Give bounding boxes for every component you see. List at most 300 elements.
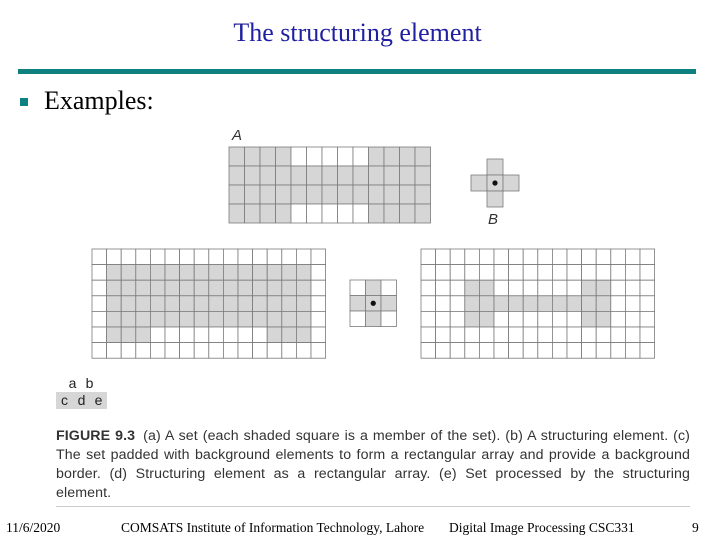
shaded-cell bbox=[194, 311, 209, 327]
background-cell bbox=[552, 327, 567, 343]
shaded-cell bbox=[229, 147, 245, 166]
shaded-cell bbox=[596, 280, 611, 296]
shaded-cell bbox=[307, 185, 323, 204]
background-cell bbox=[282, 343, 297, 359]
shaded-cell bbox=[180, 296, 195, 312]
background-cell bbox=[640, 280, 655, 296]
background-cell bbox=[611, 327, 626, 343]
footer-course: Digital Image Processing CSC331 bbox=[449, 520, 635, 535]
figure-caption bbox=[56, 427, 690, 503]
shaded-cell bbox=[238, 280, 253, 296]
background-cell bbox=[611, 296, 626, 312]
shaded-cell bbox=[582, 280, 597, 296]
background-cell bbox=[353, 147, 369, 166]
shaded-cell bbox=[282, 296, 297, 312]
background-cell bbox=[311, 343, 326, 359]
background-cell bbox=[311, 327, 326, 343]
background-cell bbox=[307, 204, 323, 223]
background-cell bbox=[165, 343, 180, 359]
shaded-cell bbox=[384, 166, 400, 185]
shaded-cell bbox=[107, 280, 122, 296]
shaded-cell bbox=[582, 311, 597, 327]
shaded-cell bbox=[150, 265, 165, 281]
background-cell bbox=[509, 249, 524, 265]
background-cell bbox=[596, 265, 611, 281]
background-cell bbox=[180, 249, 195, 265]
background-cell bbox=[465, 327, 480, 343]
background-cell bbox=[640, 327, 655, 343]
shaded-cell bbox=[121, 296, 136, 312]
background-cell bbox=[223, 327, 238, 343]
shaded-cell bbox=[487, 159, 503, 175]
background-cell bbox=[322, 204, 338, 223]
background-cell bbox=[494, 249, 509, 265]
background-cell bbox=[107, 249, 122, 265]
shaded-cell bbox=[465, 280, 480, 296]
shaded-cell bbox=[238, 311, 253, 327]
shaded-cell bbox=[276, 204, 292, 223]
background-cell bbox=[450, 280, 465, 296]
background-cell bbox=[180, 343, 195, 359]
background-cell bbox=[640, 311, 655, 327]
background-cell bbox=[479, 343, 494, 359]
shaded-cell bbox=[487, 191, 503, 207]
shaded-cell bbox=[180, 311, 195, 327]
shaded-cell bbox=[121, 327, 136, 343]
background-cell bbox=[450, 343, 465, 359]
shaded-cell bbox=[260, 185, 276, 204]
background-cell bbox=[625, 249, 640, 265]
shaded-cell bbox=[276, 166, 292, 185]
background-cell bbox=[421, 296, 436, 312]
background-cell bbox=[567, 311, 582, 327]
bullet-text: Examples: bbox=[44, 86, 154, 115]
background-cell bbox=[92, 311, 107, 327]
background-cell bbox=[479, 265, 494, 281]
shaded-cell bbox=[296, 265, 311, 281]
background-cell bbox=[92, 280, 107, 296]
subfigure-labels bbox=[56, 375, 107, 409]
background-cell bbox=[92, 343, 107, 359]
shaded-cell bbox=[136, 296, 151, 312]
shaded-cell bbox=[322, 166, 338, 185]
shaded-cell bbox=[180, 280, 195, 296]
shaded-cell bbox=[229, 166, 245, 185]
background-cell bbox=[150, 343, 165, 359]
background-cell bbox=[523, 249, 538, 265]
background-cell bbox=[494, 311, 509, 327]
structuring-element-b bbox=[471, 159, 519, 207]
background-cell bbox=[479, 327, 494, 343]
background-cell bbox=[509, 343, 524, 359]
background-cell bbox=[136, 343, 151, 359]
background-cell bbox=[494, 343, 509, 359]
background-cell bbox=[625, 311, 640, 327]
shaded-cell bbox=[415, 185, 431, 204]
shaded-cell bbox=[296, 280, 311, 296]
shaded-cell bbox=[276, 185, 292, 204]
shaded-cell bbox=[245, 185, 261, 204]
shaded-cell bbox=[369, 204, 385, 223]
background-cell bbox=[381, 311, 397, 327]
shaded-cell bbox=[369, 166, 385, 185]
background-cell bbox=[625, 343, 640, 359]
shaded-cell bbox=[107, 311, 122, 327]
background-cell bbox=[596, 249, 611, 265]
background-cell bbox=[611, 343, 626, 359]
background-cell bbox=[92, 249, 107, 265]
background-cell bbox=[311, 249, 326, 265]
background-cell bbox=[180, 327, 195, 343]
shaded-cell bbox=[253, 296, 268, 312]
background-cell bbox=[538, 327, 553, 343]
background-cell bbox=[523, 265, 538, 281]
shaded-cell bbox=[296, 311, 311, 327]
shaded-cell bbox=[121, 280, 136, 296]
shaded-cell bbox=[223, 296, 238, 312]
background-cell bbox=[253, 327, 268, 343]
shaded-cell bbox=[267, 280, 282, 296]
shaded-cell bbox=[267, 327, 282, 343]
background-cell bbox=[150, 249, 165, 265]
background-cell bbox=[194, 327, 209, 343]
background-cell bbox=[165, 249, 180, 265]
shaded-cell bbox=[267, 311, 282, 327]
background-cell bbox=[436, 327, 451, 343]
background-cell bbox=[640, 296, 655, 312]
background-cell bbox=[625, 327, 640, 343]
background-cell bbox=[640, 265, 655, 281]
background-cell bbox=[311, 311, 326, 327]
background-cell bbox=[450, 265, 465, 281]
shaded-cell bbox=[291, 166, 307, 185]
shaded-cell bbox=[400, 185, 416, 204]
background-cell bbox=[567, 280, 582, 296]
background-cell bbox=[121, 343, 136, 359]
structuring-element-array bbox=[350, 280, 397, 327]
background-cell bbox=[538, 343, 553, 359]
processed-set-grid bbox=[421, 249, 655, 358]
shaded-cell bbox=[107, 327, 122, 343]
background-cell bbox=[552, 343, 567, 359]
shaded-cell bbox=[400, 147, 416, 166]
shaded-cell bbox=[229, 185, 245, 204]
background-cell bbox=[523, 327, 538, 343]
background-cell bbox=[523, 311, 538, 327]
background-cell bbox=[509, 265, 524, 281]
background-cell bbox=[311, 280, 326, 296]
shaded-cell bbox=[260, 204, 276, 223]
shaded-cell bbox=[282, 311, 297, 327]
shaded-cell bbox=[538, 296, 553, 312]
shaded-cell bbox=[366, 311, 382, 327]
background-cell bbox=[311, 296, 326, 312]
shaded-cell bbox=[366, 280, 382, 296]
background-cell bbox=[421, 343, 436, 359]
shaded-cell bbox=[282, 280, 297, 296]
shaded-cell bbox=[479, 296, 494, 312]
background-cell bbox=[640, 343, 655, 359]
shaded-cell bbox=[245, 166, 261, 185]
background-cell bbox=[552, 311, 567, 327]
background-cell bbox=[350, 280, 366, 296]
background-cell bbox=[322, 147, 338, 166]
shaded-cell bbox=[223, 265, 238, 281]
background-cell bbox=[194, 343, 209, 359]
background-cell bbox=[338, 147, 354, 166]
shaded-cell bbox=[350, 296, 366, 312]
shaded-cell bbox=[165, 280, 180, 296]
shaded-cell bbox=[223, 311, 238, 327]
background-cell bbox=[350, 311, 366, 327]
sub-label-e: e bbox=[90, 392, 107, 409]
shaded-cell bbox=[253, 311, 268, 327]
background-cell bbox=[450, 327, 465, 343]
origin-dot bbox=[492, 180, 497, 185]
background-cell bbox=[296, 249, 311, 265]
background-cell bbox=[267, 343, 282, 359]
shaded-cell bbox=[415, 147, 431, 166]
background-cell bbox=[552, 265, 567, 281]
shaded-cell bbox=[121, 311, 136, 327]
background-cell bbox=[436, 265, 451, 281]
background-cell bbox=[296, 343, 311, 359]
background-cell bbox=[238, 343, 253, 359]
shaded-cell bbox=[338, 185, 354, 204]
shaded-cell bbox=[465, 311, 480, 327]
shaded-cell bbox=[509, 296, 524, 312]
shaded-cell bbox=[150, 311, 165, 327]
shaded-cell bbox=[523, 296, 538, 312]
background-cell bbox=[552, 249, 567, 265]
background-cell bbox=[538, 249, 553, 265]
shaded-cell bbox=[384, 185, 400, 204]
background-cell bbox=[381, 280, 397, 296]
shaded-cell bbox=[267, 296, 282, 312]
shaded-cell bbox=[245, 147, 261, 166]
background-cell bbox=[92, 327, 107, 343]
background-cell bbox=[291, 204, 307, 223]
shaded-cell bbox=[238, 265, 253, 281]
background-cell bbox=[165, 327, 180, 343]
background-cell bbox=[436, 311, 451, 327]
shaded-cell bbox=[338, 166, 354, 185]
shaded-cell bbox=[381, 296, 397, 312]
padded-set-grid bbox=[92, 249, 326, 358]
background-cell bbox=[421, 280, 436, 296]
background-cell bbox=[494, 327, 509, 343]
shaded-cell bbox=[136, 280, 151, 296]
background-cell bbox=[567, 343, 582, 359]
background-cell bbox=[282, 249, 297, 265]
shaded-cell bbox=[267, 265, 282, 281]
background-cell bbox=[625, 296, 640, 312]
footer-page-number: 9 bbox=[692, 520, 699, 535]
footer-date: 11/6/2020 bbox=[6, 520, 61, 535]
shaded-cell bbox=[503, 175, 519, 191]
background-cell bbox=[436, 296, 451, 312]
shaded-cell bbox=[582, 296, 597, 312]
shaded-cell bbox=[596, 296, 611, 312]
background-cell bbox=[450, 311, 465, 327]
shaded-cell bbox=[209, 311, 224, 327]
shaded-cell bbox=[209, 265, 224, 281]
label-a: A bbox=[232, 127, 243, 144]
sub-label-b: b bbox=[85, 375, 94, 391]
shaded-cell bbox=[415, 204, 431, 223]
background-cell bbox=[267, 249, 282, 265]
background-cell bbox=[538, 311, 553, 327]
background-cell bbox=[291, 147, 307, 166]
shaded-cell bbox=[209, 280, 224, 296]
shaded-cell bbox=[229, 204, 245, 223]
background-cell bbox=[209, 343, 224, 359]
background-cell bbox=[150, 327, 165, 343]
sub-label-c: c bbox=[56, 392, 73, 409]
shaded-cell bbox=[296, 296, 311, 312]
background-cell bbox=[509, 311, 524, 327]
shaded-cell bbox=[282, 265, 297, 281]
shaded-cell bbox=[369, 185, 385, 204]
sub-label-a: a bbox=[68, 375, 77, 391]
shaded-cell bbox=[209, 296, 224, 312]
background-cell bbox=[209, 249, 224, 265]
shaded-cell bbox=[121, 265, 136, 281]
slide-title: The structuring element bbox=[233, 18, 482, 47]
background-cell bbox=[567, 327, 582, 343]
background-cell bbox=[421, 327, 436, 343]
shaded-cell bbox=[596, 311, 611, 327]
sub-label-d: d bbox=[73, 392, 90, 409]
shaded-cell bbox=[150, 280, 165, 296]
background-cell bbox=[567, 265, 582, 281]
shaded-cell bbox=[165, 265, 180, 281]
shaded-cell bbox=[552, 296, 567, 312]
shaded-cell bbox=[180, 265, 195, 281]
background-cell bbox=[611, 311, 626, 327]
background-cell bbox=[567, 249, 582, 265]
shaded-cell bbox=[384, 147, 400, 166]
background-cell bbox=[253, 343, 268, 359]
background-cell bbox=[92, 296, 107, 312]
shaded-cell bbox=[322, 185, 338, 204]
background-cell bbox=[611, 280, 626, 296]
footer-institute: COMSATS Institute of Information Technology, Lahore bbox=[121, 520, 425, 535]
shaded-cell bbox=[479, 311, 494, 327]
background-cell bbox=[465, 249, 480, 265]
shaded-cell bbox=[282, 327, 297, 343]
background-cell bbox=[421, 265, 436, 281]
background-cell bbox=[611, 249, 626, 265]
shaded-cell bbox=[307, 166, 323, 185]
shaded-cell bbox=[194, 280, 209, 296]
shaded-cell bbox=[238, 296, 253, 312]
caption-divider bbox=[56, 506, 690, 507]
background-cell bbox=[311, 265, 326, 281]
shaded-cell bbox=[194, 296, 209, 312]
background-cell bbox=[421, 249, 436, 265]
background-cell bbox=[494, 280, 509, 296]
background-cell bbox=[625, 280, 640, 296]
shaded-cell bbox=[471, 175, 487, 191]
background-cell bbox=[582, 265, 597, 281]
background-cell bbox=[596, 327, 611, 343]
shaded-cell bbox=[494, 296, 509, 312]
shaded-cell bbox=[107, 296, 122, 312]
shaded-cell bbox=[253, 265, 268, 281]
background-cell bbox=[353, 204, 369, 223]
label-b: B bbox=[488, 211, 499, 228]
shaded-cell bbox=[567, 296, 582, 312]
background-cell bbox=[538, 265, 553, 281]
background-cell bbox=[421, 311, 436, 327]
background-cell bbox=[479, 249, 494, 265]
shaded-cell bbox=[136, 327, 151, 343]
background-cell bbox=[223, 343, 238, 359]
background-cell bbox=[640, 249, 655, 265]
origin-dot bbox=[371, 301, 376, 306]
set-a-grid bbox=[229, 147, 431, 223]
background-cell bbox=[450, 296, 465, 312]
shaded-cell bbox=[400, 204, 416, 223]
background-cell bbox=[450, 249, 465, 265]
shaded-cell bbox=[415, 166, 431, 185]
background-cell bbox=[307, 147, 323, 166]
background-cell bbox=[509, 327, 524, 343]
background-cell bbox=[136, 249, 151, 265]
background-cell bbox=[582, 343, 597, 359]
background-cell bbox=[611, 265, 626, 281]
background-cell bbox=[596, 343, 611, 359]
background-cell bbox=[238, 249, 253, 265]
shaded-cell bbox=[260, 166, 276, 185]
shaded-cell bbox=[136, 311, 151, 327]
shaded-cell bbox=[165, 311, 180, 327]
shaded-cell bbox=[479, 280, 494, 296]
shaded-cell bbox=[253, 280, 268, 296]
shaded-cell bbox=[136, 265, 151, 281]
shaded-cell bbox=[260, 147, 276, 166]
shaded-cell bbox=[465, 296, 480, 312]
shaded-cell bbox=[245, 204, 261, 223]
shaded-cell bbox=[150, 296, 165, 312]
shaded-cell bbox=[107, 265, 122, 281]
background-cell bbox=[538, 280, 553, 296]
background-cell bbox=[582, 327, 597, 343]
shaded-cell bbox=[223, 280, 238, 296]
background-cell bbox=[121, 249, 136, 265]
background-cell bbox=[107, 343, 122, 359]
background-cell bbox=[552, 280, 567, 296]
background-cell bbox=[253, 249, 268, 265]
background-cell bbox=[238, 327, 253, 343]
shaded-cell bbox=[384, 204, 400, 223]
background-cell bbox=[523, 343, 538, 359]
background-cell bbox=[436, 280, 451, 296]
shaded-cell bbox=[296, 327, 311, 343]
background-cell bbox=[436, 343, 451, 359]
shaded-cell bbox=[369, 147, 385, 166]
shaded-cell bbox=[353, 185, 369, 204]
background-cell bbox=[223, 249, 238, 265]
background-cell bbox=[194, 249, 209, 265]
background-cell bbox=[509, 280, 524, 296]
caption-head: FIGURE 9.3 bbox=[56, 428, 136, 444]
shaded-cell bbox=[400, 166, 416, 185]
background-cell bbox=[465, 265, 480, 281]
background-cell bbox=[436, 249, 451, 265]
background-cell bbox=[209, 327, 224, 343]
